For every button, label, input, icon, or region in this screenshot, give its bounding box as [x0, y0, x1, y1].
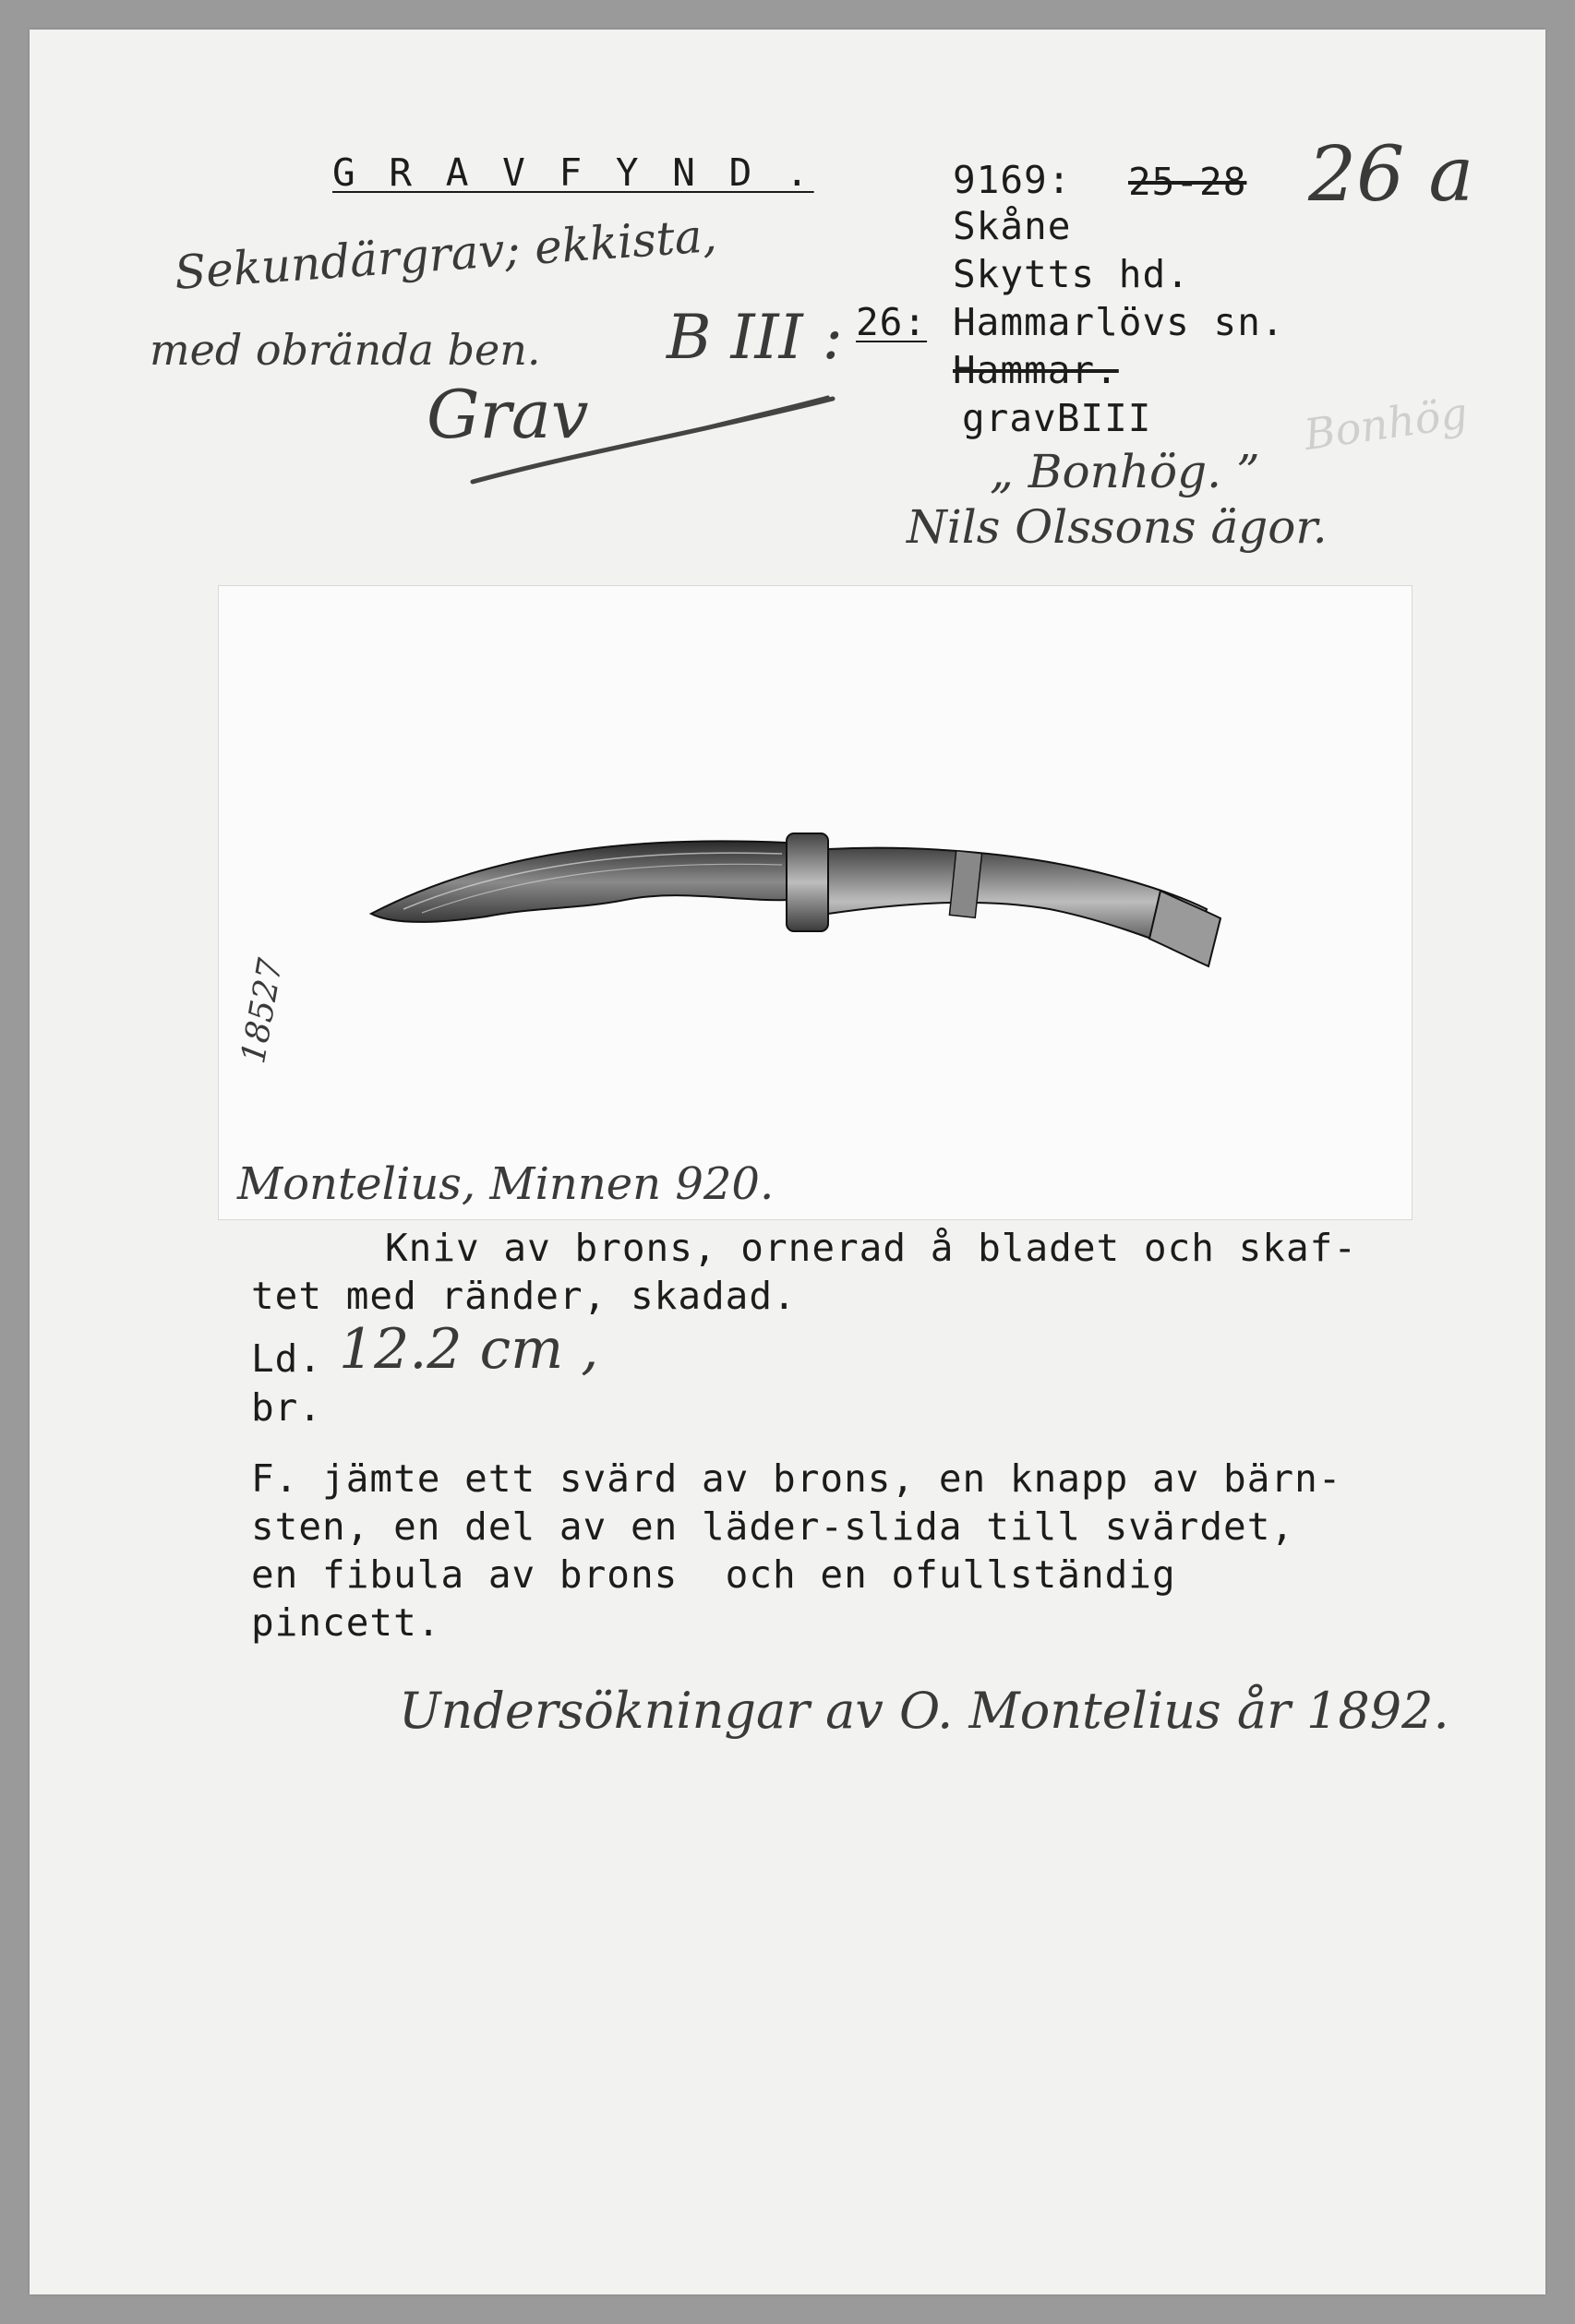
photo-side-number: 18527	[234, 955, 291, 1067]
grave-number: gravBIII	[962, 396, 1152, 440]
handwritten-stroke	[463, 343, 851, 491]
card-title: G R A V F Y N D .	[332, 150, 814, 195]
district: Skytts hd.	[953, 252, 1190, 296]
catalog-card	[30, 30, 1545, 2294]
province: Skåne	[953, 204, 1072, 248]
parish: Hammarlövs sn.	[953, 300, 1285, 344]
handwritten-note-line2: med obrända ben.	[150, 325, 541, 375]
catalog-number: 9169:	[953, 158, 1072, 202]
bronze-knife-illustration	[348, 817, 1271, 983]
length-label: Ld.	[251, 1336, 323, 1381]
handwritten-note-line1: Sekundärgrav; ekkista,	[173, 208, 719, 300]
catalog-number-struck: 25-28	[1128, 160, 1247, 204]
findings-line-1: F. jämte ett svärd av brons, en knapp av bärn-	[251, 1456, 1342, 1501]
length-value: 12.2 cm ,	[339, 1317, 599, 1382]
handwritten-grave-word: Grav	[427, 376, 589, 453]
findings-line-4: pincett.	[251, 1600, 441, 1645]
description-line-2: tet med ränder, skadad.	[251, 1274, 797, 1318]
photo-reference: Montelius, Minnen 920.	[237, 1158, 775, 1210]
knife-photograph	[218, 585, 1413, 1220]
catalog-number-handwritten: 26 a	[1308, 131, 1474, 219]
investigation-note: Undersökningar av O. Montelius år 1892.	[399, 1682, 1449, 1740]
parish-prefix: 26:	[856, 300, 928, 344]
findings-line-2: sten, en del av en läder-slida till svärdet,	[251, 1504, 1295, 1549]
findings-line-3: en fibula av brons och en ofullständig	[251, 1552, 1176, 1597]
place-struck: Hammar.	[953, 348, 1119, 392]
mound-name: „ Bonhög. ”	[990, 445, 1260, 498]
handwritten-grave-mark: B III :	[667, 302, 843, 373]
breadth-label: br.	[251, 1385, 323, 1430]
faint-offset-text: Bonhög	[1301, 387, 1471, 461]
landowner-note: Nils Olssons ägor.	[907, 500, 1328, 554]
description-line-1: Kniv av brons, ornerad å bladet och skaf-	[385, 1226, 1358, 1270]
